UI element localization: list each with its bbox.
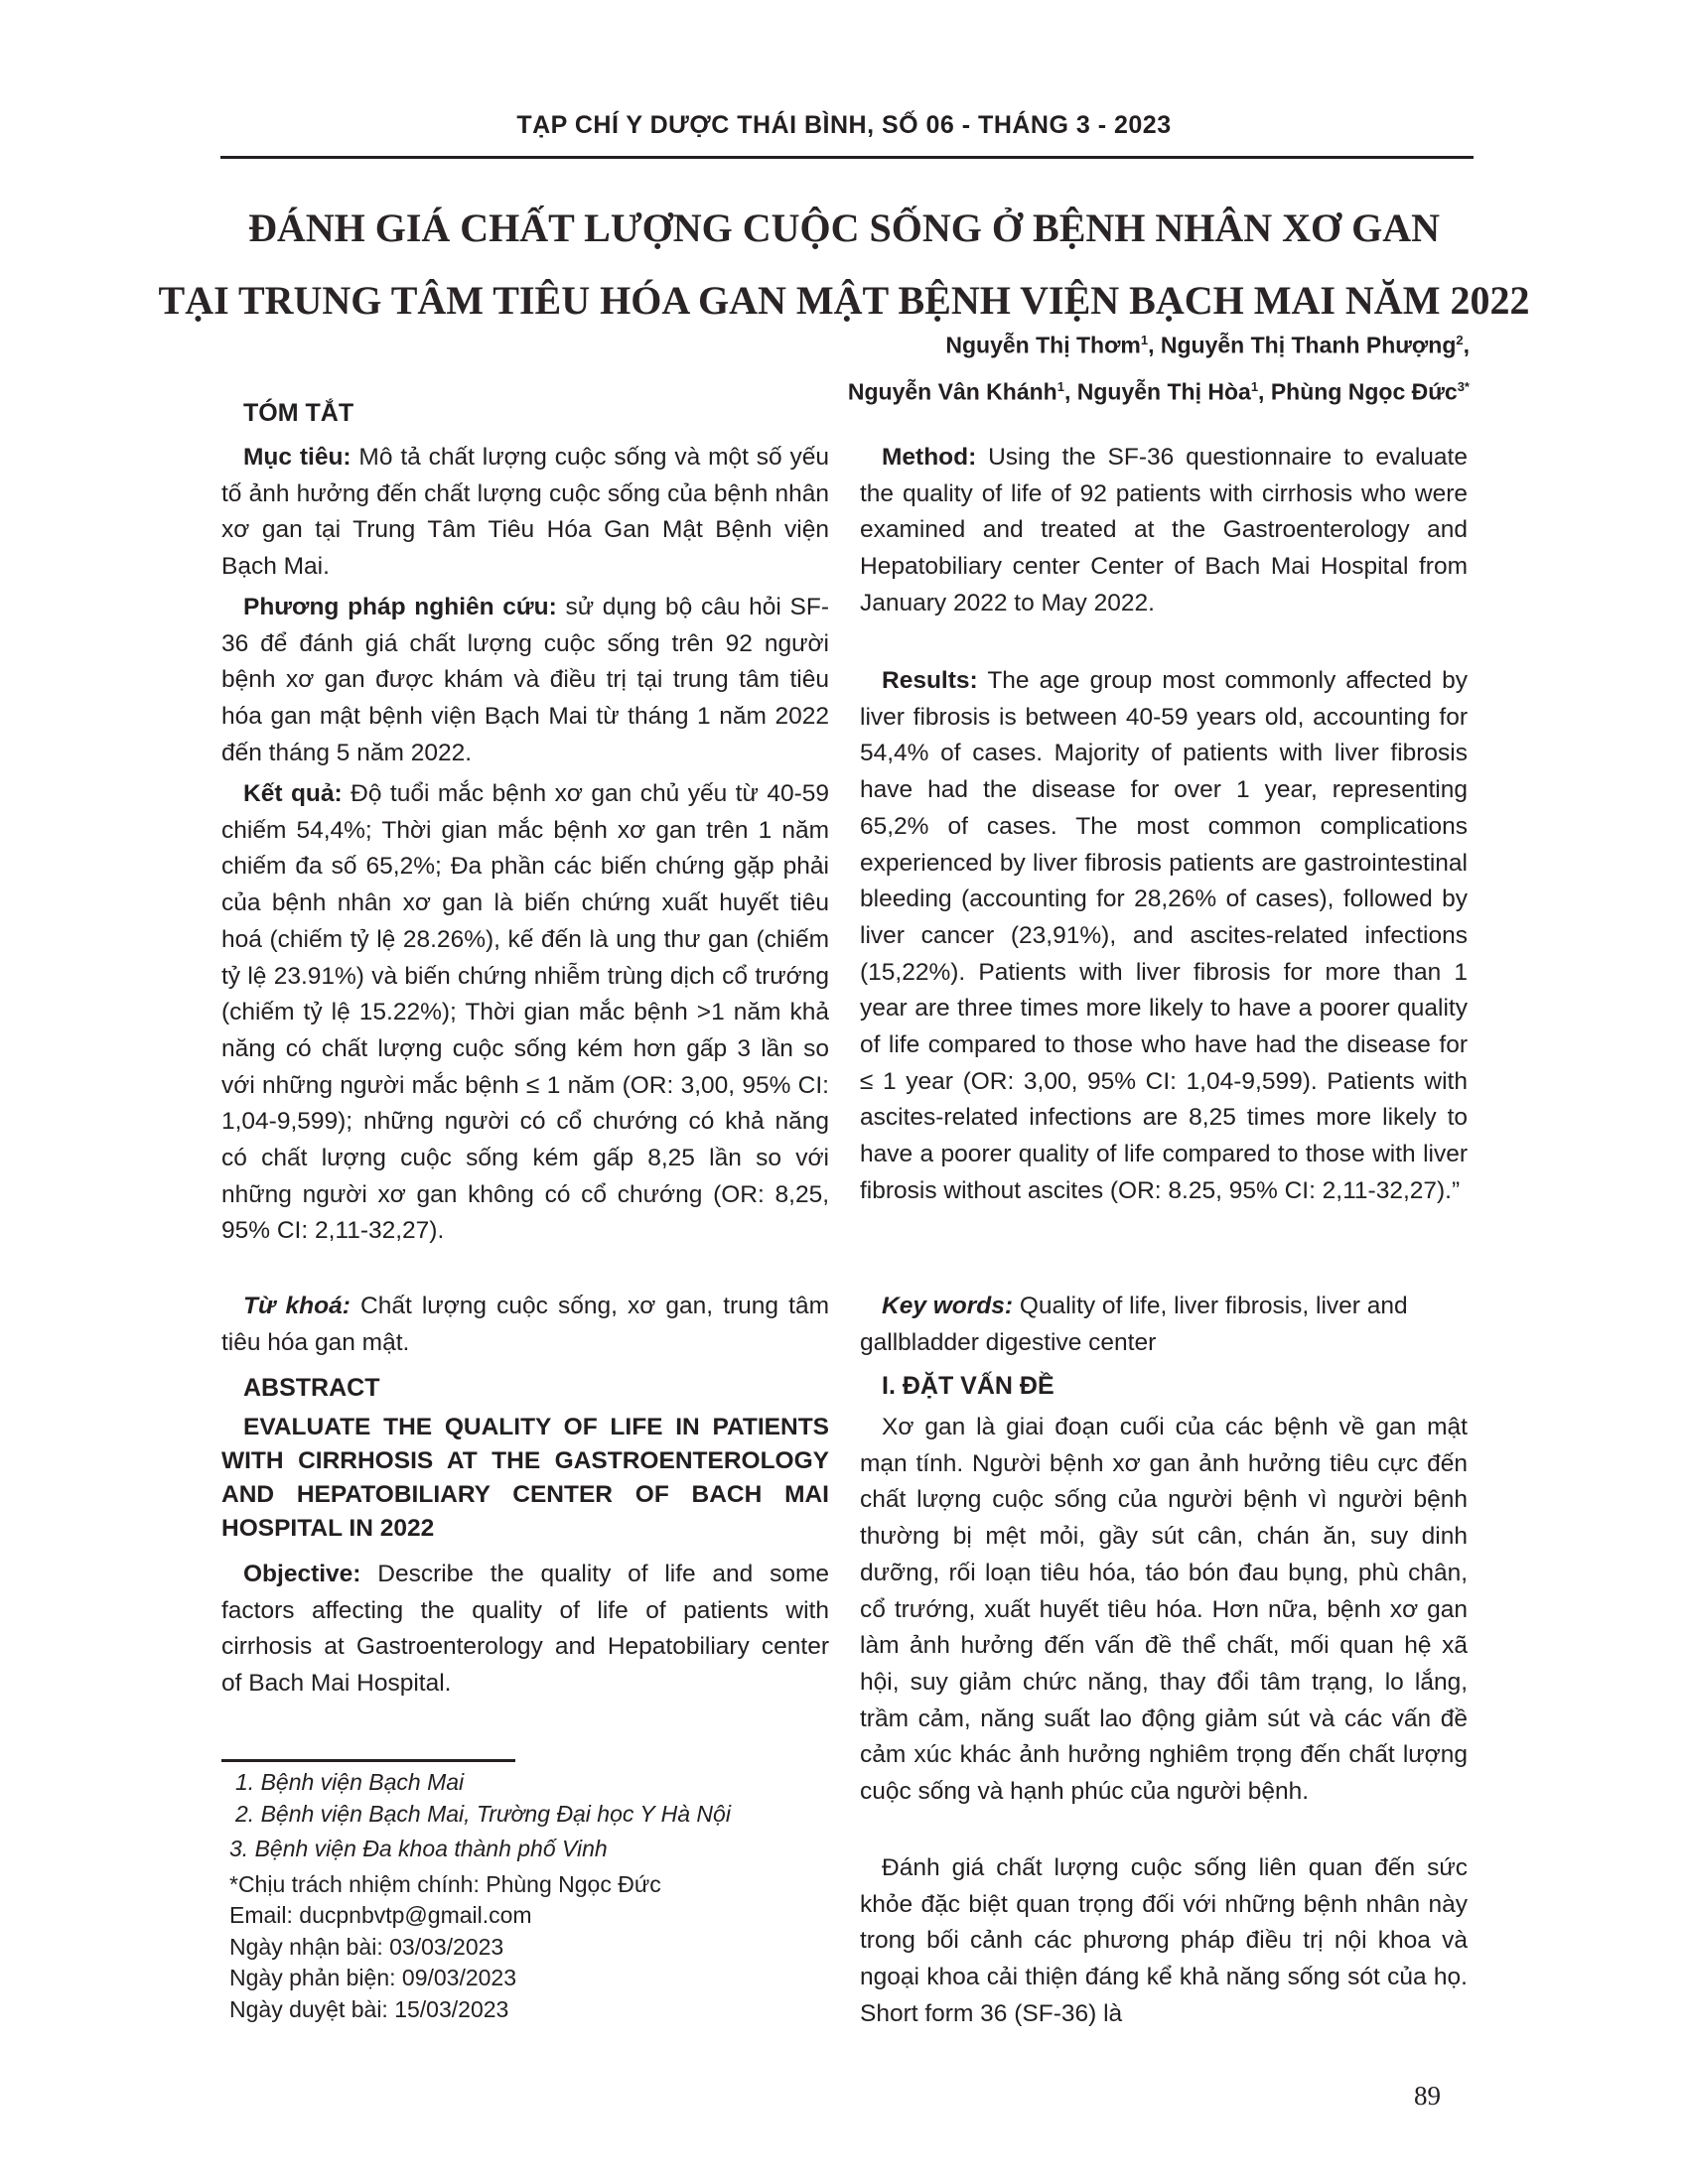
summary-heading: TÓM TẮT: [243, 399, 354, 427]
body-text: Quality of life, liver fibrosis, liver and gallbladder digestive center: [860, 1293, 1408, 1356]
label: Từ khoá:: [243, 1293, 351, 1319]
summary-method: [221, 590, 829, 772]
label: Mục tiêu:: [243, 444, 352, 471]
affiliation-mark: 1: [1140, 333, 1149, 347]
contact-email: Email: ducpnbvtp@gmail.com: [229, 1902, 532, 1928]
author-line-2: Nguyễn Vân Khánh$^1$, Nguyễn Thị Hòa$^1$, Phùng Ngọc Đức$^{3*}$: [847, 378, 1470, 405]
summary-objective: [221, 440, 829, 586]
body-text: Độ tuổi mắc bệnh xơ gan chủ yếu từ 40-59 chiếm 54,4%; Thời gian mắc bệnh xơ gan trên 1 năm chiếm đa số 65,2%; Đa phần các biến chứng gặp phải của bệnh nhân xơ gan là biến chứng xuất huyết tiêu hoá (chiếm tỷ lệ 28.26%), kế đến là ung thư gan (chiếm tỷ lệ 23.91%) và biến chứng nhiễm trùng dịch cổ trướng (chiếm tỷ lệ 15.22%); Thời gian mắc bệnh >1 năm khả năng có chất lượng cuộc sống kém hơn gấp 3 lần so với những người mắc bệnh ≤ 1 năm (OR: 3,00, 95% CI: 1,04-9,599); những người có cổ chướng có khả năng có chất lượng cuộc sống kém gấp 8,25 lần so với những người xơ gan không có cổ chướng (OR: 8,25, 95% CI: 2,11-32,27).: [221, 780, 830, 1245]
body-text: Mô tả chất lượng cuộc sống và một số yếu tố ảnh hưởng đến chất lượng cuộc sống của bệnh nhân xơ gan tại Trung Tâm Tiêu Hóa Gan Mật Bệnh viện Bạch Mai.: [221, 444, 829, 581]
author-name: Nguyễn Thị Thanh Phượng: [1160, 332, 1457, 358]
intro-paragraph-1: Xơ gan là giai đoạn cuối của các bệnh về gan mật mạn tính. Người bệnh xơ gan ảnh hưởng tiêu cực đến chất lượng cuộc sống của người bệnh vì người bệnh thường bị mệt mỏi, gầy sút cân, chán ăn, suy dinh dưỡng, rối loạn tiêu hóa, táo bón đau bụng, phù chân, cổ trướng, xuất huyết tiêu hóa. Hơn nữa, bệnh xơ gan làm ảnh hưởng đến vấn đề thể chất, mối quan hệ xã hội, suy giảm chức năng, thay đổi tâm trạng, lo lắng, trầm cảm, năng suất lao động giảm sút và các vấn đề cảm xúc khác ảnh hưởng nghiêm trọng đến chất lượng cuộc sống và hạnh phúc của người bệnh.: [860, 1414, 1468, 1806]
label: Phương pháp nghiên cứu:: [243, 594, 557, 620]
abstract-title: EVALUATE THE QUALITY OF LIFE IN PATIENTS WITH CIRRHOSIS AT THE GASTROENTEROLOGY AND HEPATOBILIARY CENTER OF BACH MAI HOSPITAL IN 2022: [221, 1414, 829, 1542]
author-name: Phùng Ngọc Đức: [1270, 378, 1458, 405]
footnotes: [221, 1767, 837, 2025]
body-text: The age group most commonly affected by liver fibrosis is between 40-59 years old, accounting for 54,4% of cases. Majority of patients with liver fibrosis have had the disease for over 1 year, representing 65,2% of cases. The most common complications experienced by liver fibrosis patients are gastrointestinal bleeding (accounting for 28,26% of cases), followed by liver cancer (23,91%), and ascites-related infections (15,22%). Patients with liver fibrosis for more than 1 year are three times more likely to have a poorer quality of life compared to those who have had the disease for ≤ 1 year (OR: 3,00, 95% CI: 1,04-9,599). Patients with ascites-related infections are 8,25 times more likely to have a poorer quality of life compared to those with liver fibrosis without ascites (OR: 8.25, 95% CI: 2,11-32,27).”: [860, 667, 1468, 1204]
affiliation-1: 1. Bệnh viện Bạch Mai: [235, 1769, 465, 1795]
abstract-heading: ABSTRACT: [243, 1374, 380, 1402]
affiliation-3: 3. Bệnh viện Đa khoa thành phố Vinh: [229, 1836, 608, 1861]
title-line-2: TẠI TRUNG TÂM TIÊU HÓA GAN MẬT BỆNH VIỆN BẠCH MAI NĂM 2022: [158, 278, 1530, 323]
author-line-1: Nguyễn Thị Thơm$^1$, Nguyễn Thị Thanh Phượng$^2$,: [945, 332, 1470, 358]
author-list: [477, 320, 1470, 412]
page-number: 89: [1414, 2081, 1441, 2111]
author-name: Nguyễn Thị Hòa: [1076, 378, 1251, 405]
journal-header: TẠP CHÍ Y DƯỢC THÁI BÌNH, SỐ 06 - THÁNG 3 - 2023: [516, 111, 1172, 139]
summary-keywords: [221, 1289, 829, 1361]
label: Method:: [882, 444, 977, 471]
affiliation-2: 2. Bệnh viện Bạch Mai, Trường Đại học Y Hà Nội: [235, 1800, 731, 1827]
title-line-1: ĐÁNH GIÁ CHẤT LƯỢNG CUỘC SỐNG Ở BỆNH NHÂN XƠ GAN: [247, 205, 1441, 250]
date-accepted: Ngày duyệt bài: 15/03/2023: [229, 1995, 509, 2022]
abstract-keywords: [860, 1289, 1468, 1361]
label: Objective:: [243, 1561, 361, 1587]
date-reviewed: Ngày phản biện: 09/03/2023: [229, 1965, 517, 1990]
affiliation-mark: 1: [1056, 378, 1064, 394]
paper-title: [149, 192, 1539, 337]
summary-results: [221, 776, 829, 1250]
author-name: Nguyễn Vân Khánh: [847, 378, 1057, 405]
affiliation-mark: 3*: [1457, 378, 1470, 394]
abstract-objective: [221, 1557, 829, 1703]
body-text: sử dụng bộ câu hỏi SF-36 để đánh giá chất lượng cuộc sống trên 92 người bệnh xơ gan được khám và điều trị tại trung tâm tiêu hóa gan mật bệnh viện Bạch Mai từ tháng 1 năm 2022 đến tháng 5 năm 2022.: [221, 594, 829, 766]
affiliation-mark: 1: [1250, 378, 1259, 394]
intro-paragraph-2: Đánh giá chất lượng cuộc sống liên quan đến sức khỏe đặc biệt quan trọng đối với những bệnh nhân này trong bối cảnh các phương pháp điều trị nội khoa và ngoại khoa cải thiện đáng kể khả năng sống sót của họ. Short form 36 (SF-36) là: [860, 1854, 1468, 2027]
body-text: Chất lượng cuộc sống, xơ gan, trung tâm tiêu hóa gan mật.: [221, 1293, 829, 1356]
intro-heading: I. ĐẶT VẤN ĐỀ: [882, 1372, 1055, 1400]
abstract-results: [860, 663, 1468, 1210]
footnote-rule: [221, 1759, 515, 1762]
affiliation-mark: 2: [1456, 333, 1464, 347]
abstract-method: [860, 440, 1468, 622]
header-rule: [220, 156, 1474, 159]
date-received: Ngày nhận bài: 03/03/2023: [229, 1933, 504, 1960]
corresponding-author: *Chịu trách nhiệm chính: Phùng Ngọc Đức: [229, 1870, 661, 1897]
label: Kết quả:: [243, 780, 343, 807]
label: Key words:: [882, 1293, 1014, 1319]
label: Results:: [882, 667, 978, 694]
body-text: Describe the quality of life and some factors affecting the quality of life of patients with cirrhosis at Gastroenterology and Hepatobiliary center of Bach Mai Hospital.: [221, 1561, 829, 1698]
body-text: Using the SF-36 questionnaire to evaluate the quality of life of 92 patients with cirrhosis who were examined and treated at the Gastroenterology and Hepatobiliary center Center of Bach Mai Hospital from January 2022 to May 2022.: [860, 444, 1468, 616]
author-name: Nguyễn Thị Thơm: [945, 332, 1141, 358]
